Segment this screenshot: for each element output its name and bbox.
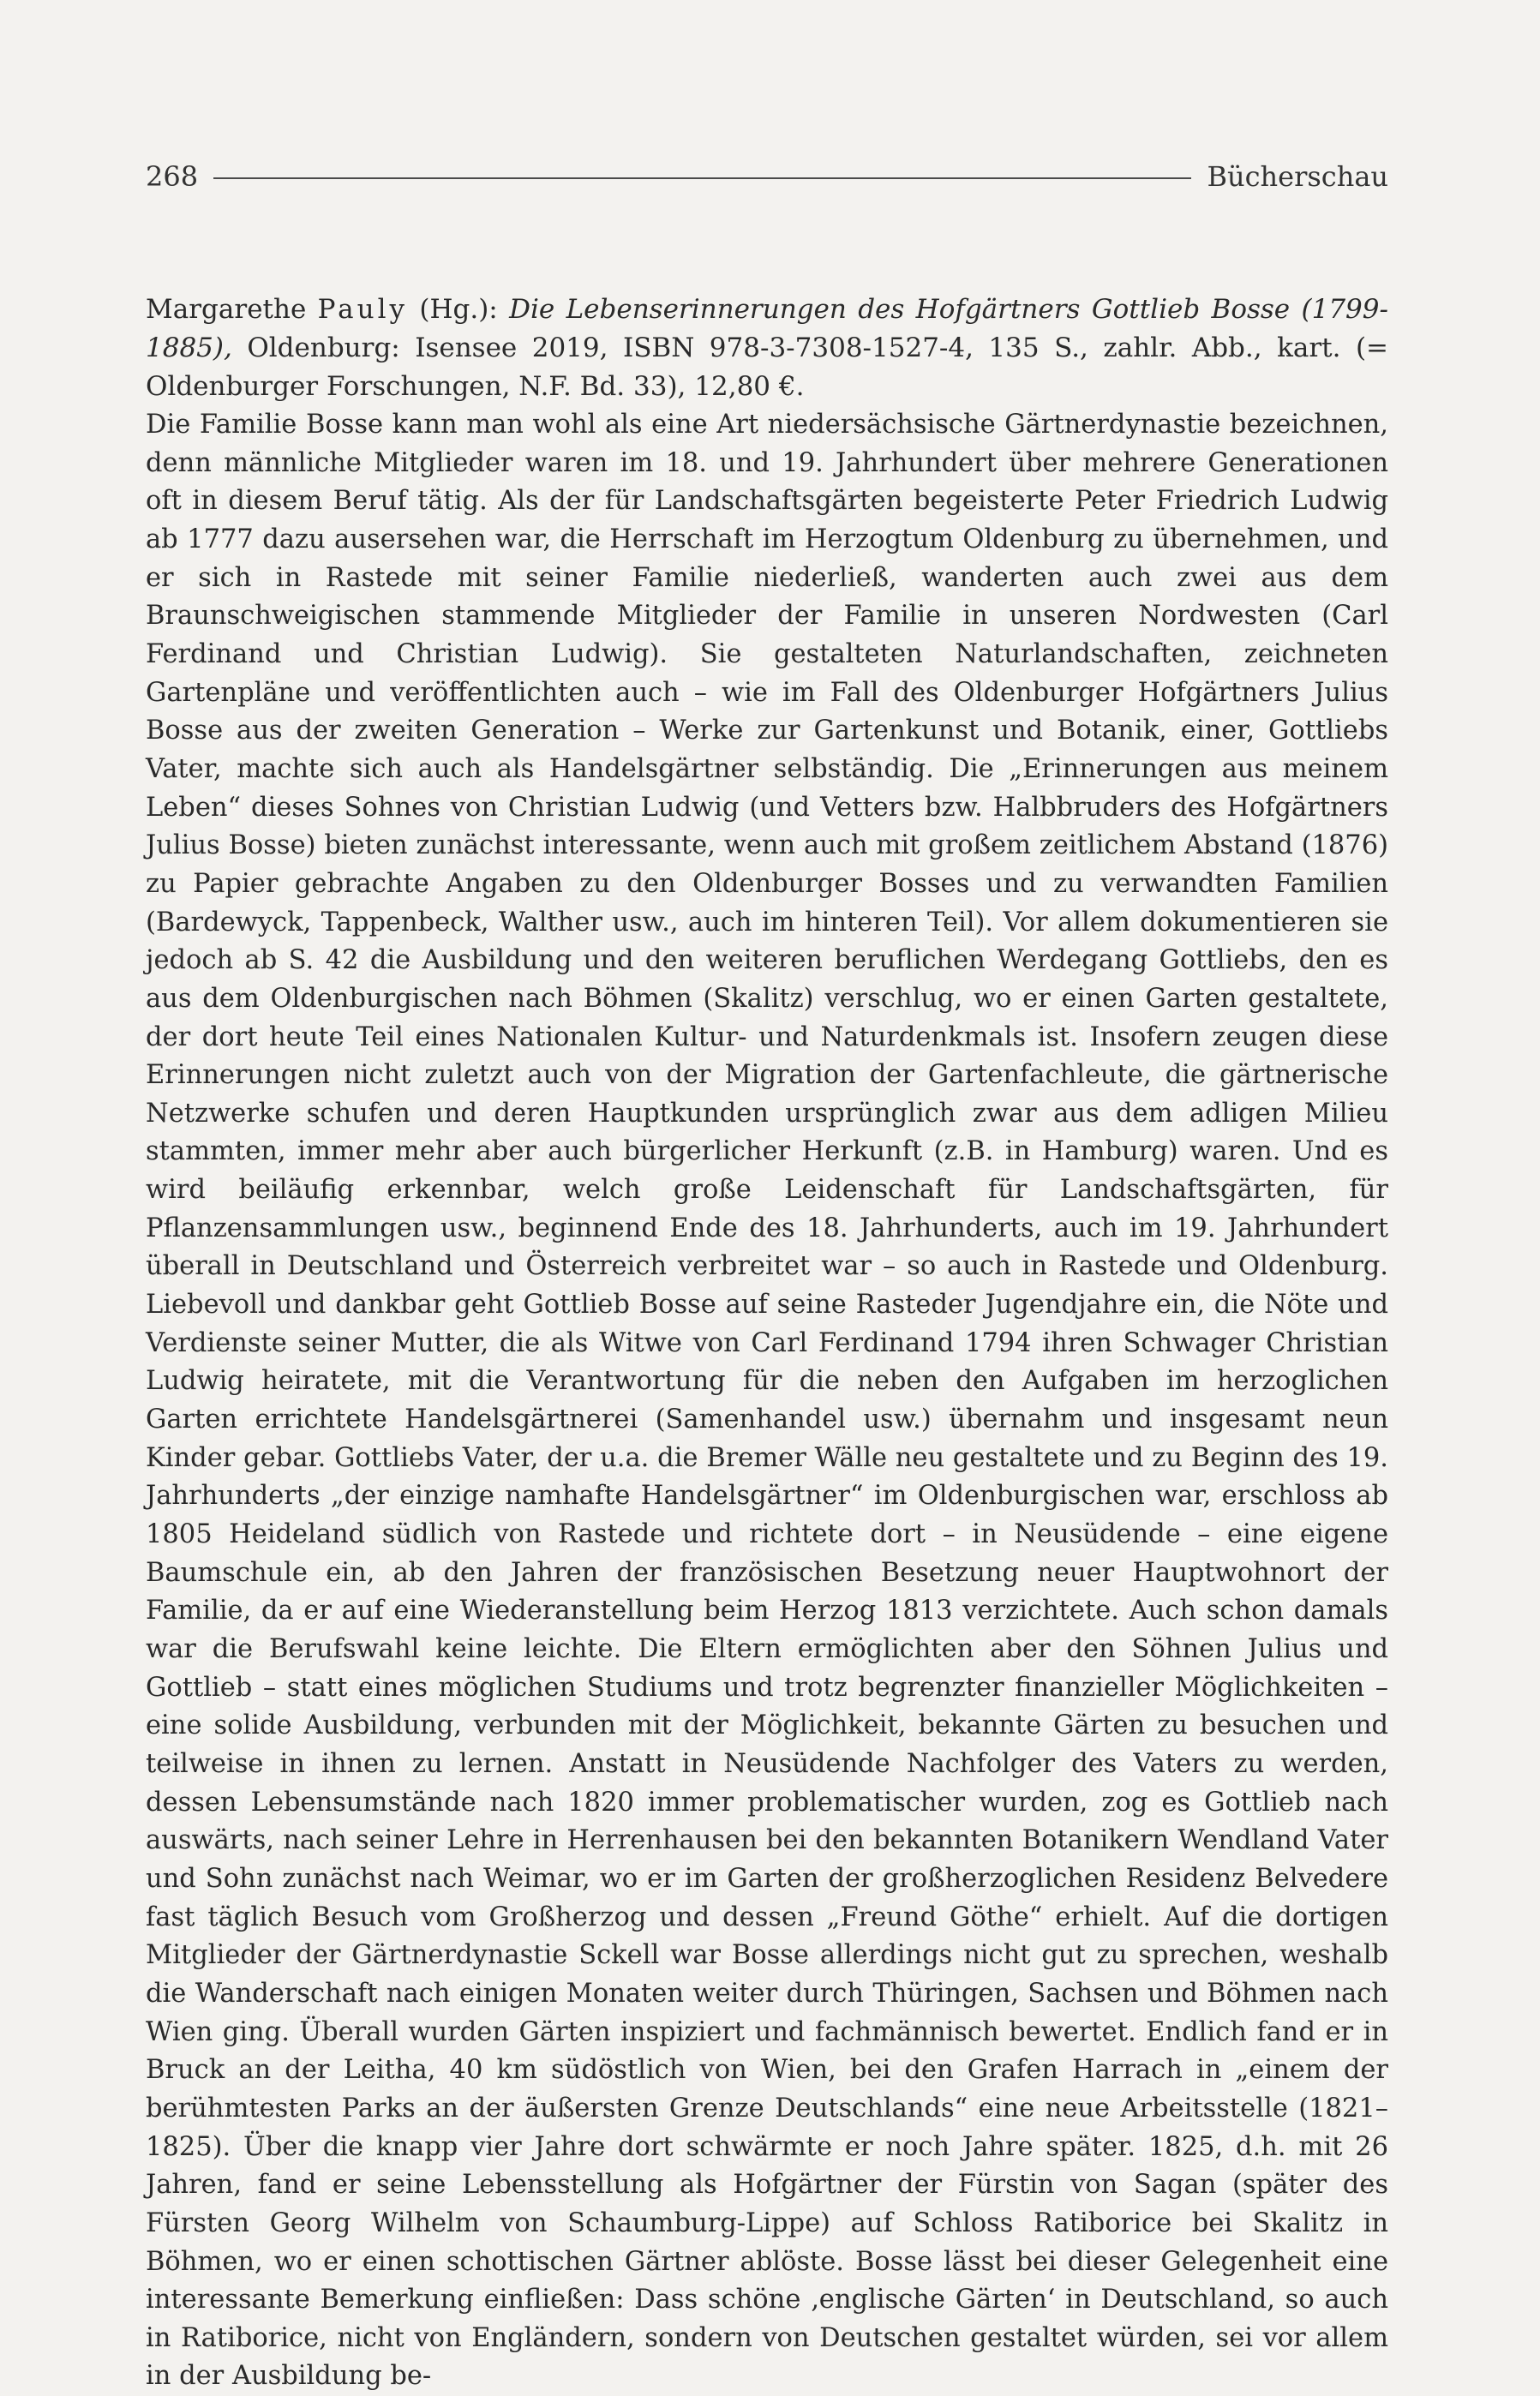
book-page <box>146 146 1389 2392</box>
publication-details: Oldenburg: Isensee 2019, ISBN 978-3-7308-1527-4, 135 S., zahlr. Abb., kart. (= Oldenburger Forschungen, N.F. Bd. 33), 12,80 €. <box>146 332 1389 402</box>
editor-surname: Pauly <box>317 294 409 325</box>
section-title: Bücherschau <box>1207 160 1388 193</box>
review-text <box>146 406 1388 2392</box>
book-title: Die Lebenserinnerungen des Hofgärtners Gottlieb Bosse (1799-1885), <box>146 294 1388 363</box>
bibliographic-citation <box>146 291 1388 405</box>
editor-role: (Hg.): <box>419 294 498 325</box>
editor-first-name: Margarethe <box>146 294 307 325</box>
header-rule <box>213 177 1191 179</box>
review-paragraph: Die Familie Bosse kann man wohl als eine Art niedersächsische Gärtnerdynastie bezeichnen, denn männliche Mitglieder waren im 18. und 19. Jahrhundert über mehrere Generationen oft in diesem Beruf tätig. Als der für Landschaftsgärten begeisterte Peter Friedrich Ludwig ab 1777 dazu ausersehen war, die Herrschaft im Herzogtum Oldenburg zu übernehmen, und er sich in Rastede mit seiner Familie niederließ, wanderten auch zwei aus dem Braunschweigischen stammende Mitglieder der Familie in unseren Nordwesten (Carl Ferdinand und Christian Ludwig). Sie gestalteten Naturlandschaften, zeichneten Gartenpläne und veröffentlichten auch – wie im Fall des Oldenburger Hofgärtners Julius Bosse aus der zweiten Generation – Werke zur Gartenkunst und Botanik, einer, Gottliebs Vater, machte sich auch als Handelsgärtner selbständig. Die „Erinnerungen aus meinem Leben“ dieses Sohnes von Christian Ludwig (und Vetters bzw. Halbbruders des Hofgärtners Julius Bosse) bieten zunächst interessante, wenn auch mit großem zeitlichem Abstand (1876) zu Papier gebrachte Angaben zu den Oldenburger Bosses und zu verwandten Familien (Bardewyck, Tappenbeck, Walther usw., auch im hinteren Teil). Vor allem dokumentieren sie jedoch ab S. 42 die Ausbildung und den weiteren beruflichen Werdegang Gottliebs, den es aus dem Oldenburgischen nach Böhmen (Skalitz) verschlug, wo er einen Garten gestaltete, der dort heute Teil eines Nationalen Kultur- und Naturdenkmals ist. Insofern zeugen diese Erinnerungen nicht zuletzt auch von der Migration der Gartenfachleute, die gärtnerische Netzwerke schufen und deren Hauptkunden ursprünglich zwar aus dem adligen Milieu stammten, immer mehr aber auch bürgerlicher Herkunft (z.B. in Hamburg) waren. Und es wird beiläufig erkennbar, welch große Leidenschaft für Landschaftsgärten, für Pflanzensammlungen usw., beginnend Ende des 18. Jahrhunderts, auch im 19. Jahrhundert überall in Deutschland und Österreich verbreitet war – so auch in Rastede und Oldenburg. Liebevoll und dankbar geht Gottlieb Bosse auf seine Rasteder Jugendjahre ein, die Nöte und Verdienste seiner Mutter, die als Witwe von Carl Ferdinand 1794 ihren Schwager Christian Ludwig heiratete, mit die Verantwortung für die neben den Aufgaben im herzoglichen Garten errichtete Handelsgärtnerei (Samenhandel usw.) übernahm und insgesamt neun Kinder gebar. Gottliebs Vater, der u.a. die Bremer Wälle neu gestaltete und zu Beginn des 19. Jahrhunderts „der einzige namhafte Handelsgärtner“ im Oldenburgischen war, erschloss ab 1805 Heideland südlich von Rastede und richtete dort – in Neusüdende – eine eigene Baumschule ein, ab den Jahren der französischen Besetzung neuer Hauptwohnort der Familie, da er auf eine Wiederanstellung beim Herzog 1813 verzichtete. Auch schon damals war die Berufswahl keine leichte. Die Eltern ermöglichten aber den Söhnen Julius und Gottlieb – statt eines möglichen Studiums und trotz begrenzter finanzieller Möglichkeiten – eine solide Ausbildung, verbunden mit der Möglichkeit, bekannte Gärten zu besuchen und teilweise in ihnen zu lernen. Anstatt in Neusüdende Nachfolger des Vaters zu werden, dessen Lebensumstände nach 1820 immer problematischer wurden, zog es Gottlieb nach auswärts, nach seiner Lehre in Herrenhausen bei den bekannten Botanikern Wendland Vater und Sohn zunächst nach Weimar, wo er im Garten der großherzoglichen Residenz Belvedere fast täglich Besuch vom Großherzog und dessen „Freund Göthe“ erhielt. Auf die dortigen Mitglieder der Gärtnerdynastie Sckell war Bosse allerdings nicht gut zu sprechen, weshalb die Wanderschaft nach einigen Monaten weiter durch Thüringen, Sachsen und Böhmen nach Wien ging. Überall wurden Gärten inspiziert und fachmännisch bewertet. Endlich fand er in Bruck an der Leitha, 40 km südöstlich von Wien, bei den Grafen Harrach in „einem der berühmtesten Parks an der äußersten Grenze Deutschlands“ eine neue Arbeitsstelle (1821–1825). Über die knapp vier Jahre dort schwärmte er noch Jahre später. 1825, d.h. mit 26 Jahren, fand er seine Lebensstellung als Hofgärtner der Fürstin von Sagan (später des Fürsten Georg Wilhelm von Schaumburg-Lippe) auf Schloss Ratiborice bei Skalitz in Böhmen, wo er einen schottischen Gärtner ablöste. Bosse lässt bei dieser Gelegenheit eine interessante Bemerkung einfließen: Dass schöne ‚englische Gärten‘ in Deutschland, so auch in Ratiborice, nicht von Engländern, sondern von Deutschen gestaltet würden, sei vor allem in der Ausbildung be- <box>146 410 1388 2392</box>
page-number: 268 <box>146 160 199 193</box>
running-head <box>146 154 1388 199</box>
